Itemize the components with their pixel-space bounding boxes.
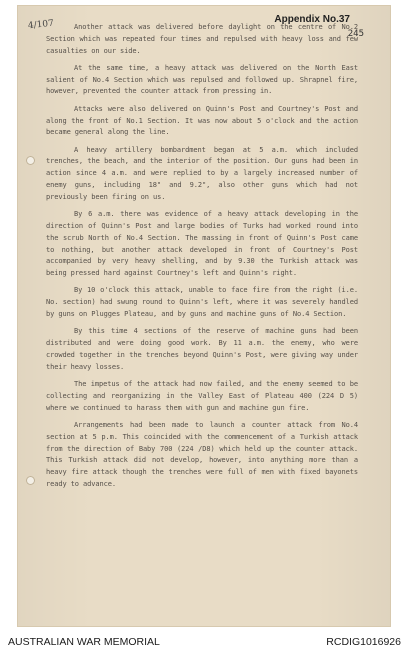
paragraph: By this time 4 sections of the reserve of machine guns had been distributed and were doing good work. By 11 a.m. the enemy, who were crowded together in the trenches beyond Quinn's Post, were giving way under their heavy losses.: [46, 327, 358, 371]
paragraph: A heavy artillery bombardment began at 5 a.m. which included trenches, the beach, and the interior of the position. Our guns had been in action since 4 a.m. and were replied to by a largely increased number of enemy guns, including 18" and 9.2", also other guns which had not previously been firing on us.: [46, 145, 358, 201]
paragraph: At the same time, a heavy attack was delivered on the North East salient of No.4 Section which was repulsed and followed up. Shrapnel fire, however, prevented the counter attack from pressing in.: [46, 63, 358, 96]
archive-footer: [8, 636, 401, 648]
typed-body: [46, 22, 358, 496]
paragraph: By 6 a.m. there was evidence of a heavy attack developing in the direction of Quinn's Post and large bodies of Turks had worked round into the scrub North of No.4 Section. The massing in front of Quinn's Post came to nothing, but another attack developed in front of Courtney's Post accompanied by very heavy shelling, and by 9.30 the Turkish attack was being pressed hard against Courtney's left and Quinn's right.: [46, 210, 358, 278]
paragraph: By 10 o'clock this attack, unable to face fire from the right (i.e. No. section) had swung round to Quinn's left, where it was severely handled by guns on Plugges Plateau, and by guns and machine guns of No.4 Section.: [46, 286, 358, 319]
page-number: 245: [347, 29, 364, 39]
margin-note: 4/107: [27, 18, 55, 32]
paragraph: Another attack was delivered before daylight on the centre of No.2 Section which was repeated four times and repulsed with heavy loss and few casualties on our side.: [46, 23, 358, 55]
punch-hole: [26, 156, 35, 165]
paragraph: The impetus of the attack had now failed, and the enemy seemed to be collecting and reorganizing in the Valley East of Plateau 400 (224 D 5) where we continued to harass them with gun and machine gun fire.: [46, 380, 358, 412]
punch-hole: [26, 476, 35, 485]
record-id: RCDIG1016926: [326, 636, 401, 648]
archive-name: AUSTRALIAN WAR MEMORIAL: [8, 636, 160, 648]
paragraph: Attacks were also delivered on Quinn's Post and Courtney's Post and along the front of No.1 Section. It was now about 5 o'clock and the action became general along the line.: [46, 104, 358, 137]
paragraph: Arrangements had been made to launch a counter attack from No.4 section at 5 p.m. This coincided with the commencement of a Turkish attack from the direction of Baby 700 (224 /D8) which held up the counter attack. This Turkish attack did not develop, however, into anything more than a heavy fire attack though the trenches were full of men with fixed bayonets ready to advance.: [46, 420, 358, 488]
appendix-label: Appendix No.37: [274, 14, 350, 25]
document-page: [18, 6, 390, 626]
